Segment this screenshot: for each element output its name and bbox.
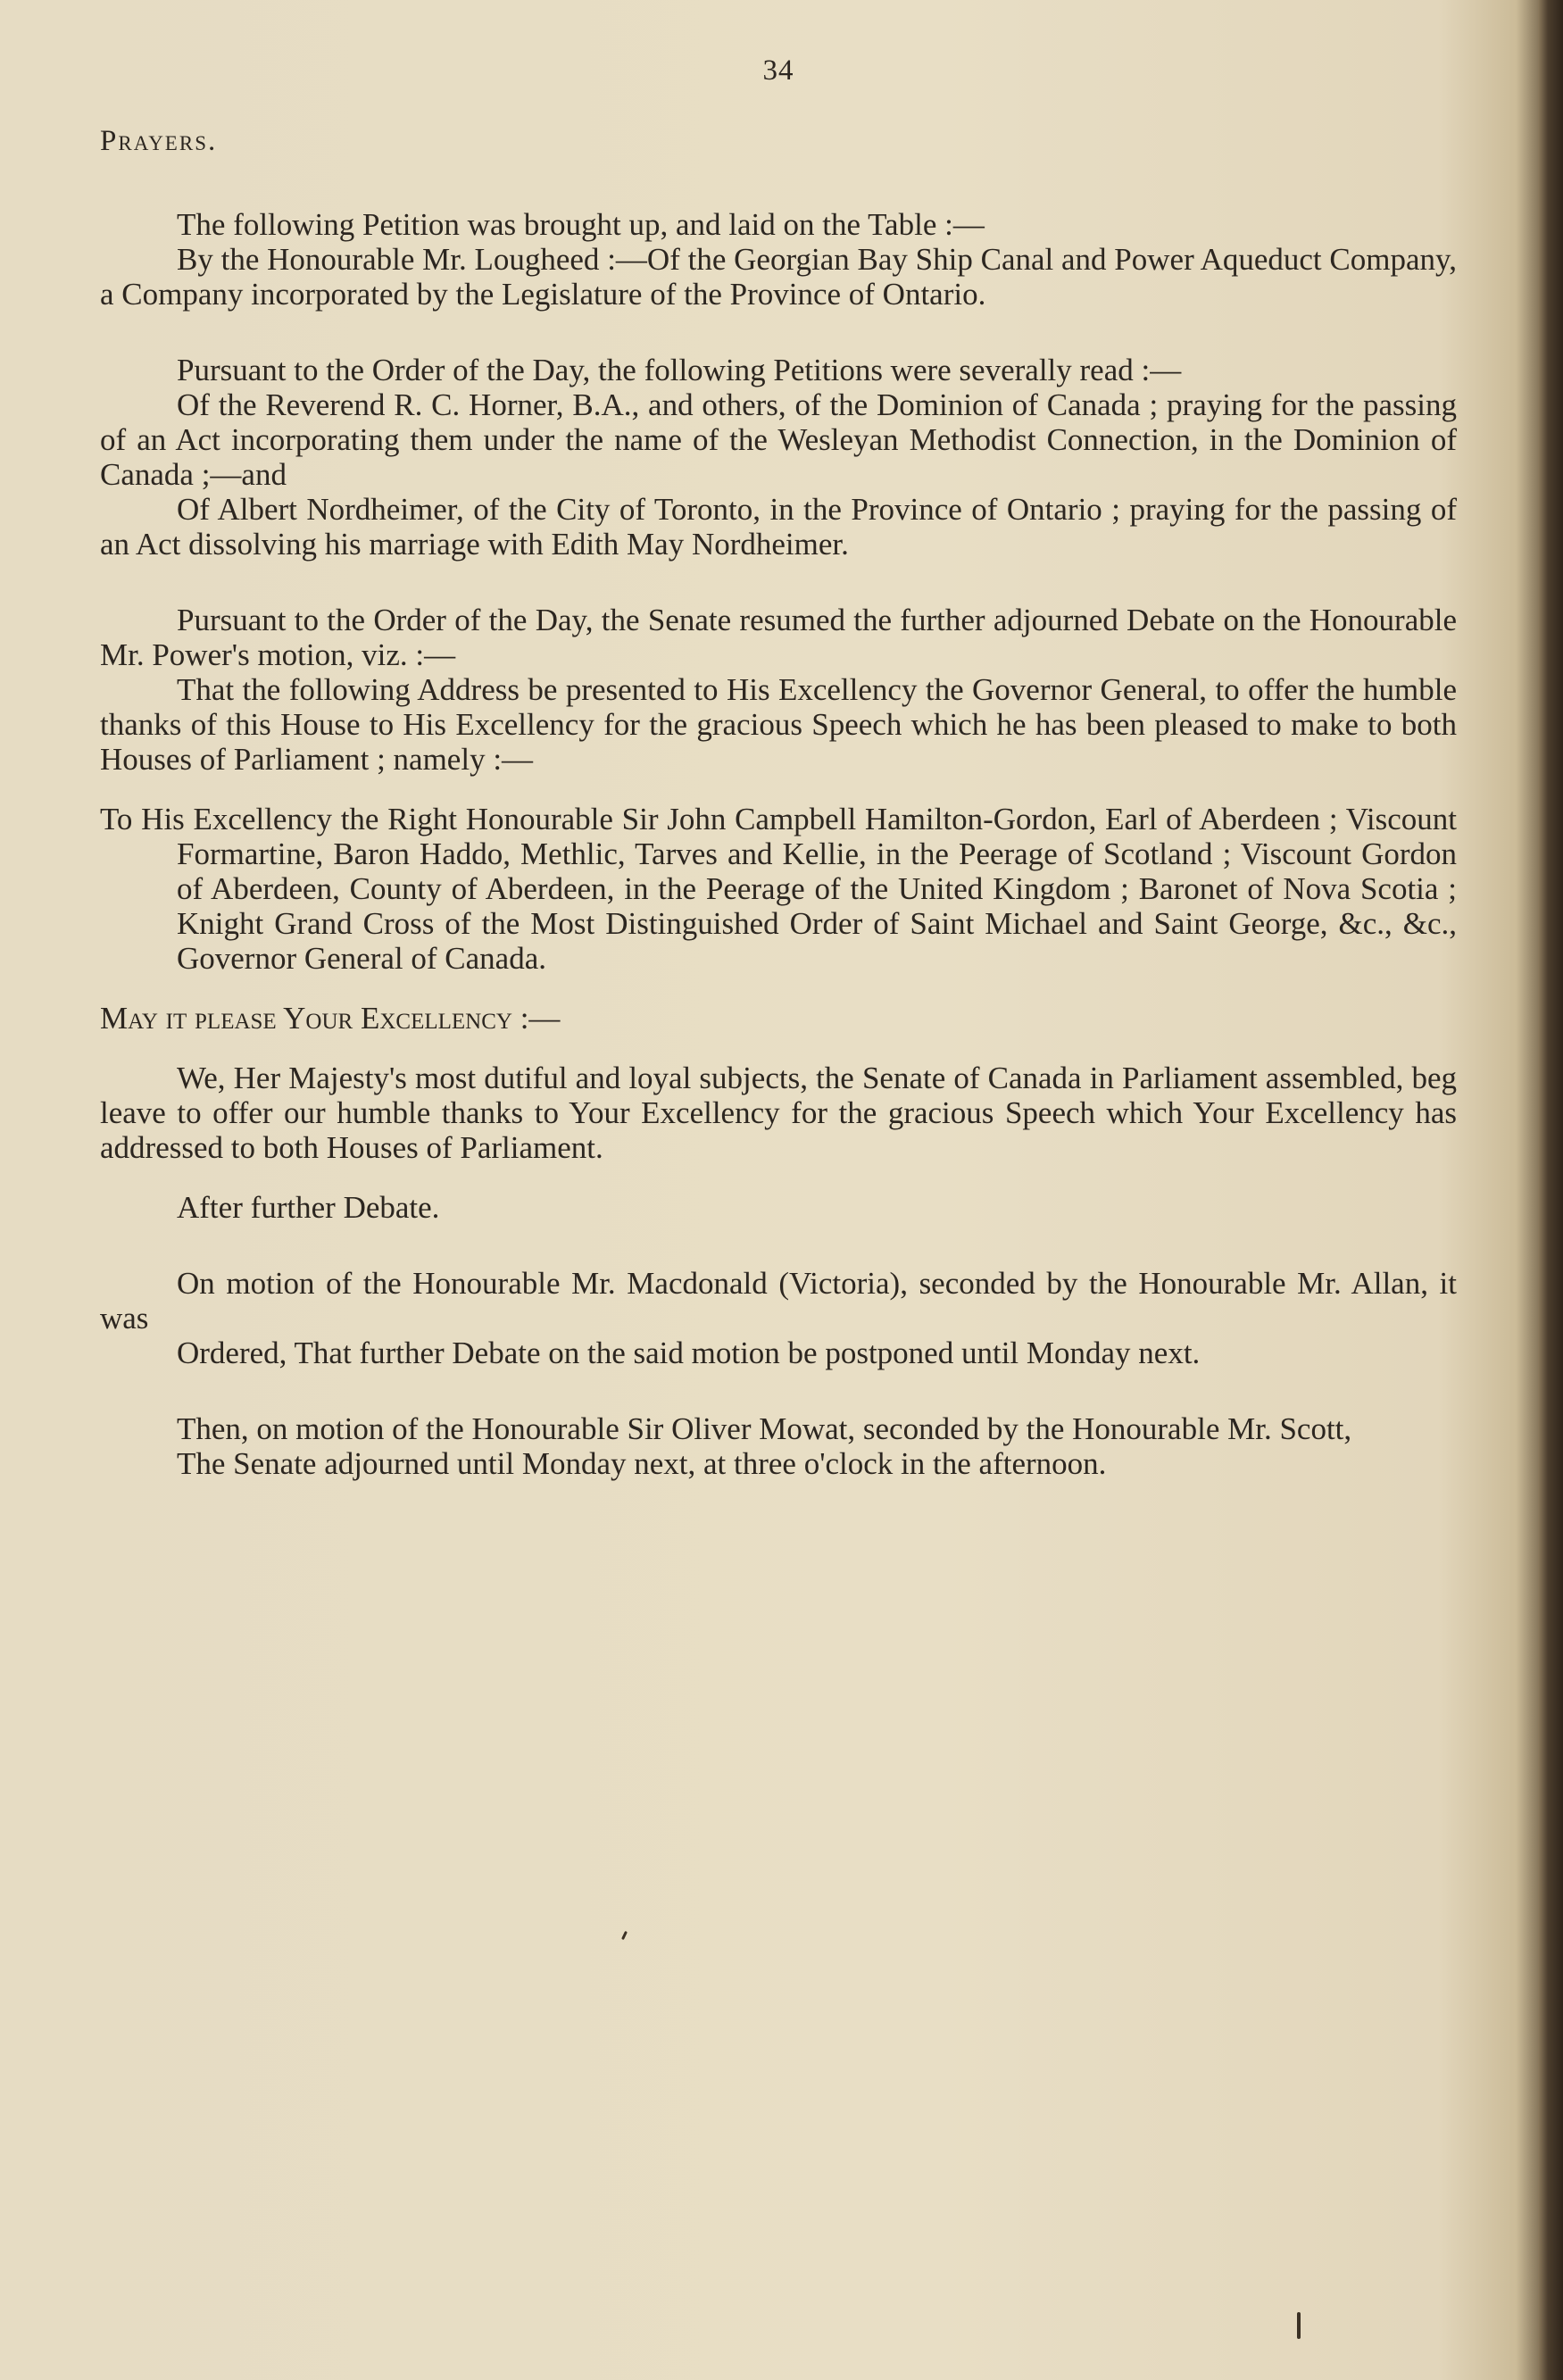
motion-mowat: Then, on motion of the Honourable Sir Oliver Mowat, seconded by the Honourable Mr. Scott, (177, 1411, 1352, 1446)
motion-macdonald: On motion of the Honourable Mr. Macdonald (Victoria), seconded by the Honourable Mr. Allan, it was (100, 1266, 1457, 1336)
address-motion: That the following Address be presented to His Excellency the Governor General, to offer the humble thanks of this House to His Excellency for the gracious Speech which he has been pleased to make to both Houses of Parliament ; namely :— (100, 672, 1457, 777)
page-binding-edge (1538, 0, 1563, 2380)
debate-resumed: Pursuant to the Order of the Day, the Senate resumed the further adjourned Debate on the Honourable Mr. Power's motion, viz. :— (100, 603, 1457, 672)
address-body: We, Her Majesty's most dutiful and loyal subjects, the Senate of Canada in Parliament assembled, beg leave to offer our humble thanks to Your Excellency for the gracious Speech which Your Excellency has addressed to both Houses of Parliament. (100, 1061, 1457, 1165)
senate-adjourned: The Senate adjourned until Monday next, at three o'clock in the afternoon. (177, 1446, 1107, 1481)
ink-speck (621, 1931, 628, 1940)
after-debate: After further Debate. (177, 1190, 440, 1225)
petition-lougheed: By the Honourable Mr. Lougheed :—Of the Georgian Bay Ship Canal and Power Aqueduct Company, a Company incorporated by the Legislature of the Province of Ontario. (100, 242, 1457, 312)
petitions-read-intro: Pursuant to the Order of the Day, the following Petitions were severally read :— (177, 353, 1182, 387)
address-salutation: May it please Your Excellency :— (100, 1001, 561, 1036)
page-body (100, 54, 1457, 1481)
page-number: 34 (762, 54, 794, 87)
ink-speck (1297, 2312, 1301, 2339)
section-heading-prayers: Prayers. (100, 125, 218, 157)
petition-horner: Of the Reverend R. C. Horner, B.A., and others, of the Dominion of Canada ; praying for the passing of an Act incorporating them under the name of the Wesleyan Methodist Connection, in the Dominion of Canada ;—and (100, 387, 1457, 492)
petition-nordheimer: Of Albert Nordheimer, of the City of Toronto, in the Province of Ontario ; praying for the passing of an Act dissolving his marriage with Edith May Nordheimer. (100, 492, 1457, 562)
order-postponed: Ordered, That further Debate on the said motion be postponed until Monday next. (177, 1336, 1201, 1370)
petition-intro: The following Petition was brought up, and laid on the Table :— (177, 207, 985, 242)
address-recipient: To His Excellency the Right Honourable Sir John Campbell Hamilton-Gordon, Earl of Aberdeen ; Viscount Formartine, Baron Haddo, Methlic, Tarves and Kellie, in the Peerage of Scotland ; Viscount Gordon of Aberdeen, County of Aberdeen, in the Peerage of the United Kingdom ; Baronet of Nova Scotia ; Knight Grand Cross of the Most Distinguished Order of Saint Michael and Saint George, &c., &c., Governor General of Canada. (100, 802, 1457, 976)
